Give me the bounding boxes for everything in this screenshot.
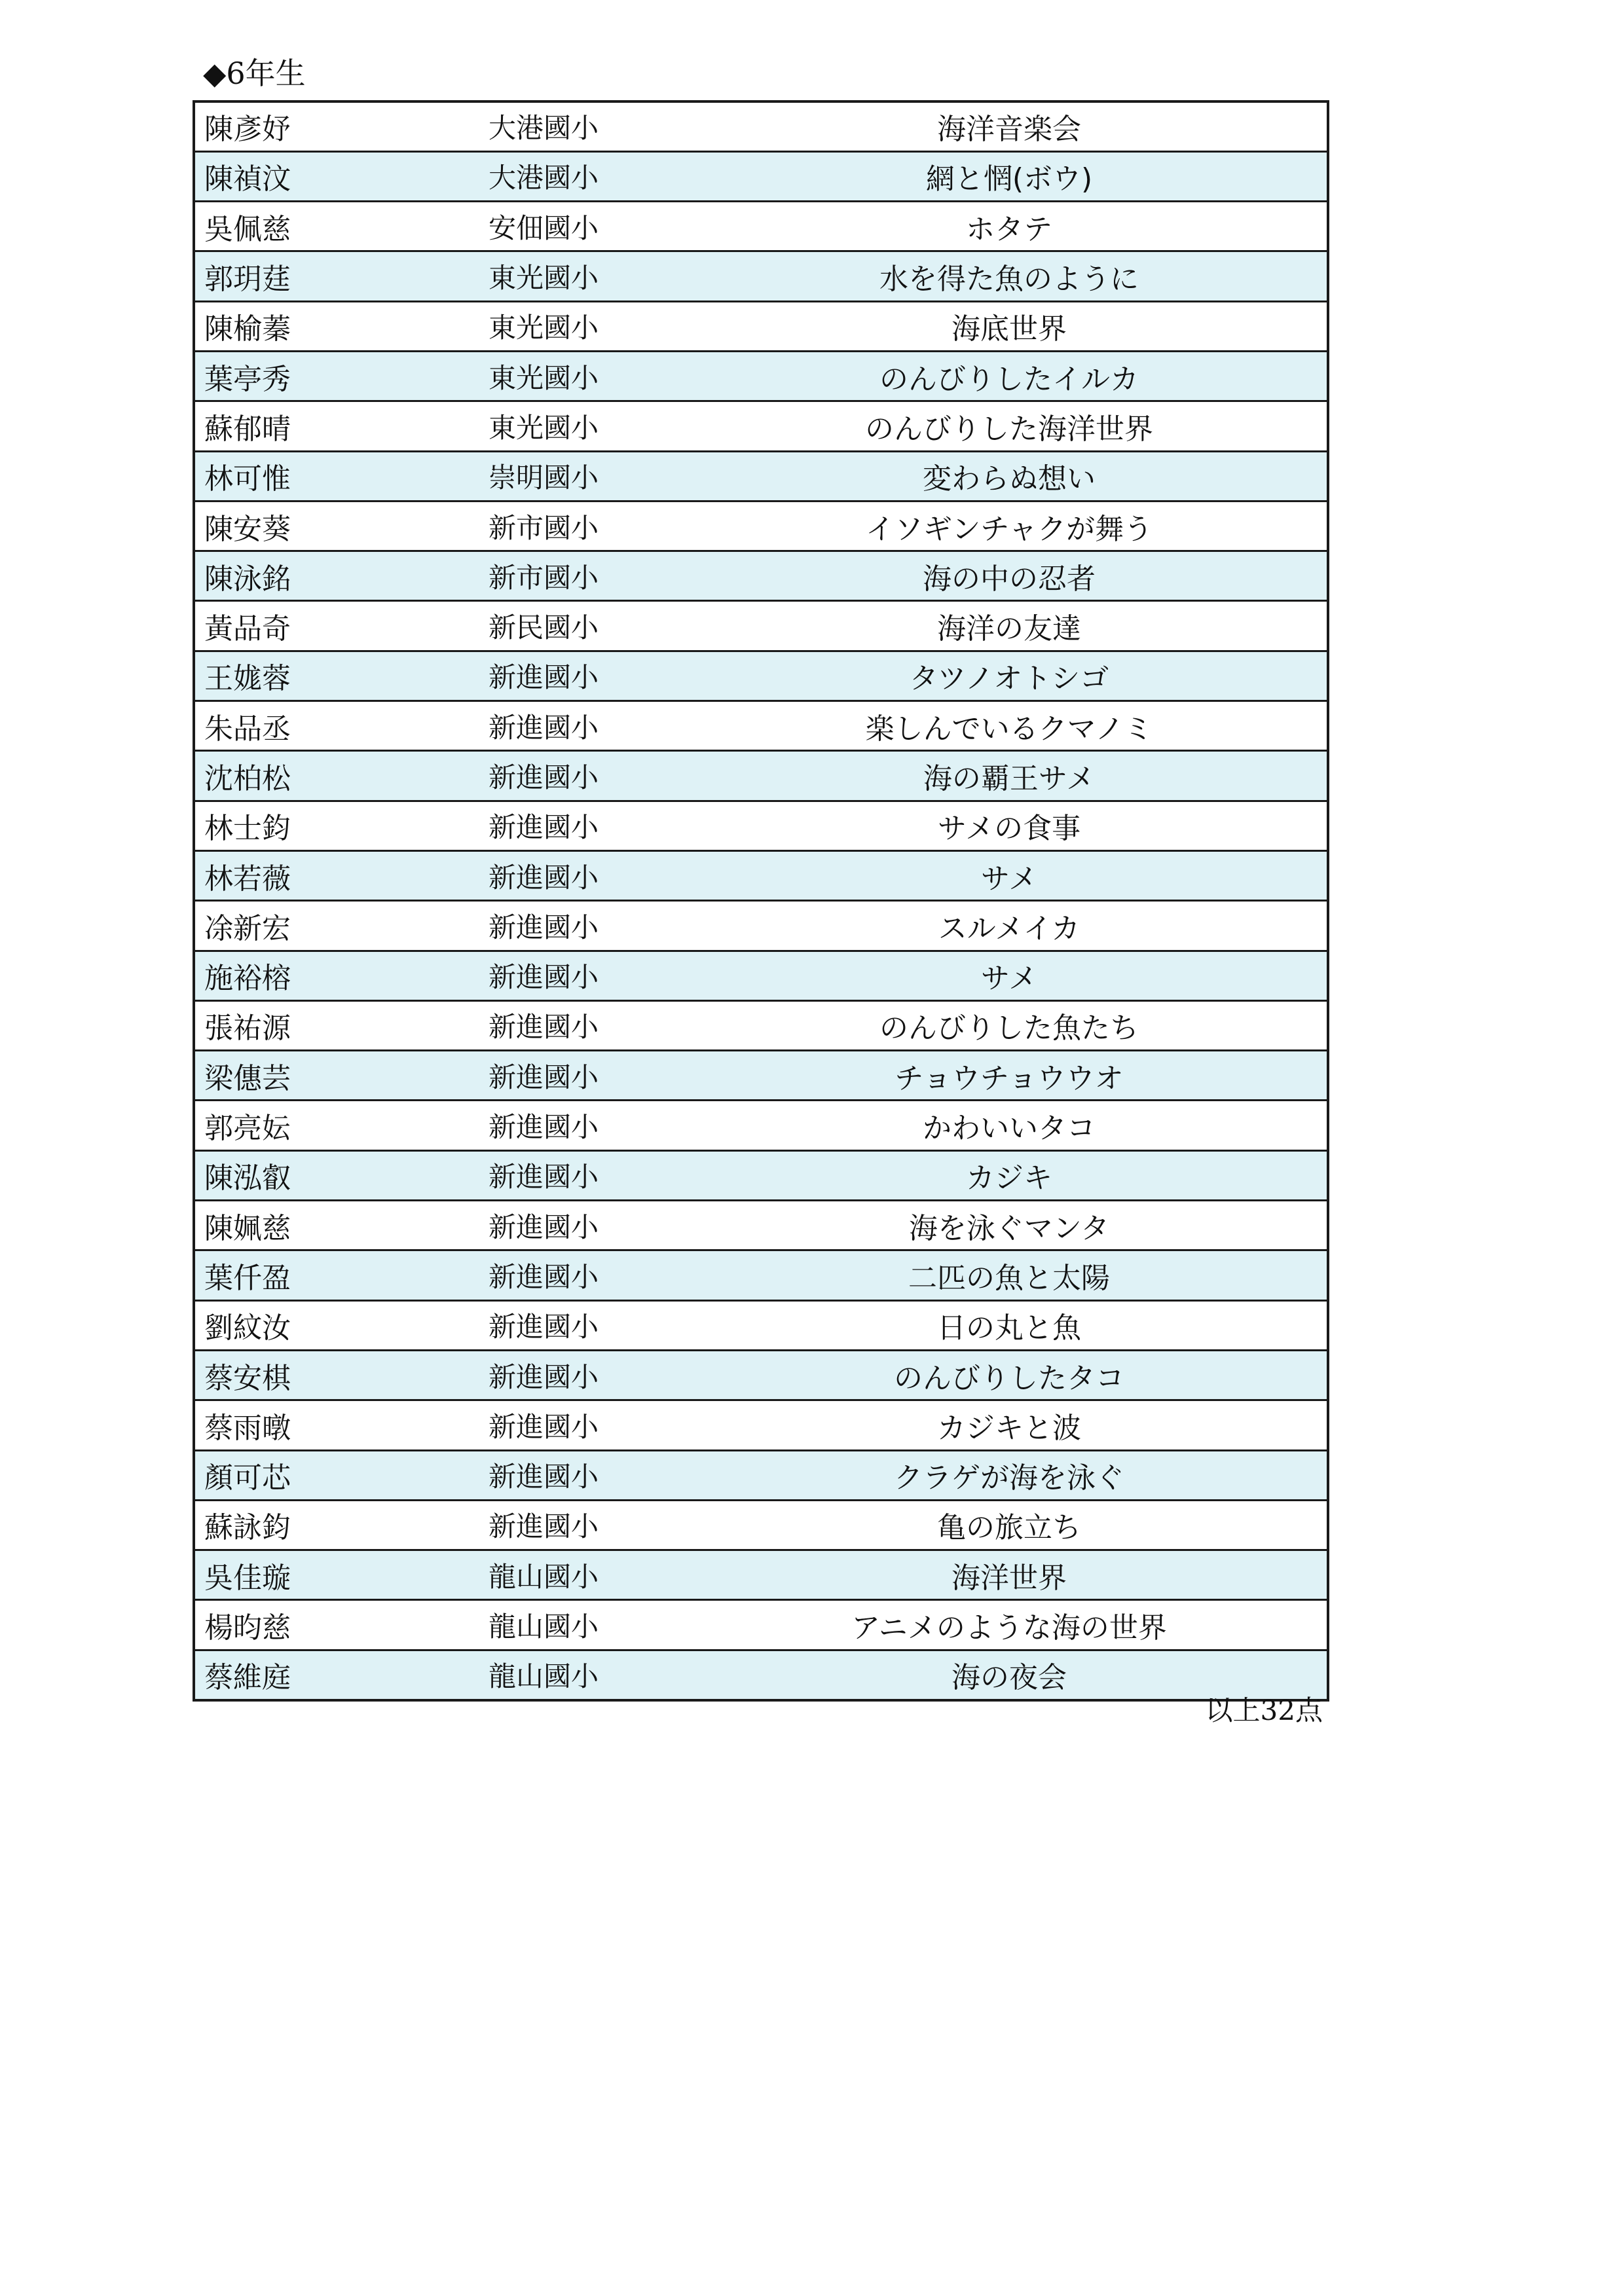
school-name: 新進國小 [462,1000,692,1050]
student-name: 郭亮妘 [194,1101,462,1150]
student-name: 楊昀慈 [194,1600,462,1650]
school-name: 新進國小 [462,751,692,801]
work-title: 海洋音楽会 [692,101,1328,151]
work-title: サメの食事 [692,801,1328,850]
student-name: 黃品奇 [194,601,462,651]
school-name: 新進國小 [462,1350,692,1400]
table-row [194,1201,1328,1250]
school-name: 新進國小 [462,951,692,1000]
table-row [194,1000,1328,1050]
student-name: 吳佩慈 [194,202,462,251]
school-name: 新進國小 [462,801,692,850]
student-name: 陳安葵 [194,501,462,551]
table-row [194,651,1328,701]
table-row [194,850,1328,900]
table-row [194,202,1328,251]
table-row [194,401,1328,451]
table-row [194,1500,1328,1550]
table-row [194,1250,1328,1300]
summary-count: 以上32点 [1205,1694,1323,1726]
table-row [194,1400,1328,1450]
school-name: 新進國小 [462,701,692,751]
table-row [194,501,1328,551]
table-row [194,1300,1328,1350]
student-name: 陳姵慈 [194,1201,462,1250]
student-name: 蔡安棋 [194,1350,462,1400]
student-name: 郭玥莛 [194,251,462,301]
table-row [194,751,1328,801]
school-name: 安佃國小 [462,202,692,251]
table-row [194,351,1328,401]
school-name: 新進國小 [462,1051,692,1101]
section-title: ◆6年生 [203,56,306,91]
work-title: カジキ [692,1150,1328,1200]
student-name: 蘇郁晴 [194,401,462,451]
school-name: 新進國小 [462,1250,692,1300]
table-row [194,1150,1328,1200]
work-title: アニメのような海の世界 [692,1600,1328,1650]
table-row [194,451,1328,501]
student-name: 陳泓叡 [194,1150,462,1200]
table-row [194,1550,1328,1600]
student-name: 顏可芯 [194,1450,462,1500]
work-title: 二匹の魚と太陽 [692,1250,1328,1300]
school-name: 新市國小 [462,551,692,601]
student-name: 蔡維庭 [194,1650,462,1700]
school-name: 新進國小 [462,901,692,951]
work-title: 海を泳ぐマンタ [692,1201,1328,1250]
table-row [194,801,1328,850]
award-table-body [194,101,1328,1700]
school-name: 新進國小 [462,1101,692,1150]
school-name: 龍山國小 [462,1650,692,1700]
student-name: 蘇詠鈞 [194,1500,462,1550]
school-name: 崇明國小 [462,451,692,501]
table-row [194,551,1328,601]
student-name: 陳榆蓁 [194,301,462,351]
work-title: のんびりしたイルカ [692,351,1328,401]
table-row [194,1600,1328,1650]
school-name: 新進國小 [462,1201,692,1250]
school-name: 新進國小 [462,1150,692,1200]
work-title: 楽しんでいるクマノミ [692,701,1328,751]
table-row [194,301,1328,351]
work-title: 網と惘(ボウ) [692,151,1328,201]
table-row [194,1101,1328,1150]
work-title: 亀の旅立ち [692,1500,1328,1550]
school-name: 新進國小 [462,651,692,701]
school-name: 大港國小 [462,101,692,151]
work-title: ホタテ [692,202,1328,251]
school-name: 東光國小 [462,251,692,301]
school-name: 新進國小 [462,1500,692,1550]
table-row [194,251,1328,301]
award-table [193,100,1329,1702]
work-title: 水を得た魚のように [692,251,1328,301]
school-name: 新民國小 [462,601,692,651]
school-name: 大港國小 [462,151,692,201]
work-title: 変わらぬ想い [692,451,1328,501]
school-name: 新進國小 [462,1300,692,1350]
student-name: 凃新宏 [194,901,462,951]
school-name: 東光國小 [462,401,692,451]
work-title: チョウチョウウオ [692,1051,1328,1101]
student-name: 王娏蓉 [194,651,462,701]
work-title: のんびりした魚たち [692,1000,1328,1050]
school-name: 東光國小 [462,301,692,351]
student-name: 吳佳璇 [194,1550,462,1600]
student-name: 蔡雨暾 [194,1400,462,1450]
school-name: 龍山國小 [462,1550,692,1600]
school-name: 新進國小 [462,850,692,900]
school-name: 龍山國小 [462,1600,692,1650]
student-name: 陳禎汶 [194,151,462,201]
student-name: 葉仟盈 [194,1250,462,1300]
work-title: かわいいタコ [692,1101,1328,1150]
student-name: 葉亭秀 [194,351,462,401]
work-title: 海底世界 [692,301,1328,351]
work-title: カジキと波 [692,1400,1328,1450]
student-name: 陳彥妤 [194,101,462,151]
student-name: 沈柏松 [194,751,462,801]
student-name: 梁僡芸 [194,1051,462,1101]
work-title: 海の中の忍者 [692,551,1328,601]
school-name: 新進國小 [462,1400,692,1450]
student-name: 林可惟 [194,451,462,501]
work-title: サメ [692,850,1328,900]
student-name: 陳泳銘 [194,551,462,601]
table-row [194,601,1328,651]
school-name: 新市國小 [462,501,692,551]
student-name: 張祐源 [194,1000,462,1050]
table-row [194,1051,1328,1101]
work-title: 海の夜会 [692,1650,1328,1700]
work-title: 海洋の友達 [692,601,1328,651]
student-name: 林士鈞 [194,801,462,850]
table-row [194,151,1328,201]
work-title: 海洋世界 [692,1550,1328,1600]
work-title: サメ [692,951,1328,1000]
student-name: 朱品丞 [194,701,462,751]
work-title: のんびりした海洋世界 [692,401,1328,451]
school-name: 新進國小 [462,1450,692,1500]
work-title: タツノオトシゴ [692,651,1328,701]
work-title: クラゲが海を泳ぐ [692,1450,1328,1500]
table-row [194,951,1328,1000]
student-name: 劉紋汝 [194,1300,462,1350]
table-row [194,1450,1328,1500]
table-row [194,101,1328,151]
table-row [194,701,1328,751]
work-title: 日の丸と魚 [692,1300,1328,1350]
work-title: のんびりしたタコ [692,1350,1328,1400]
work-title: イソギンチャクが舞う [692,501,1328,551]
work-title: スルメイカ [692,901,1328,951]
school-name: 東光國小 [462,351,692,401]
table-row [194,901,1328,951]
work-title: 海の覇王サメ [692,751,1328,801]
table-row [194,1350,1328,1400]
student-name: 林若薇 [194,850,462,900]
student-name: 施裕榕 [194,951,462,1000]
